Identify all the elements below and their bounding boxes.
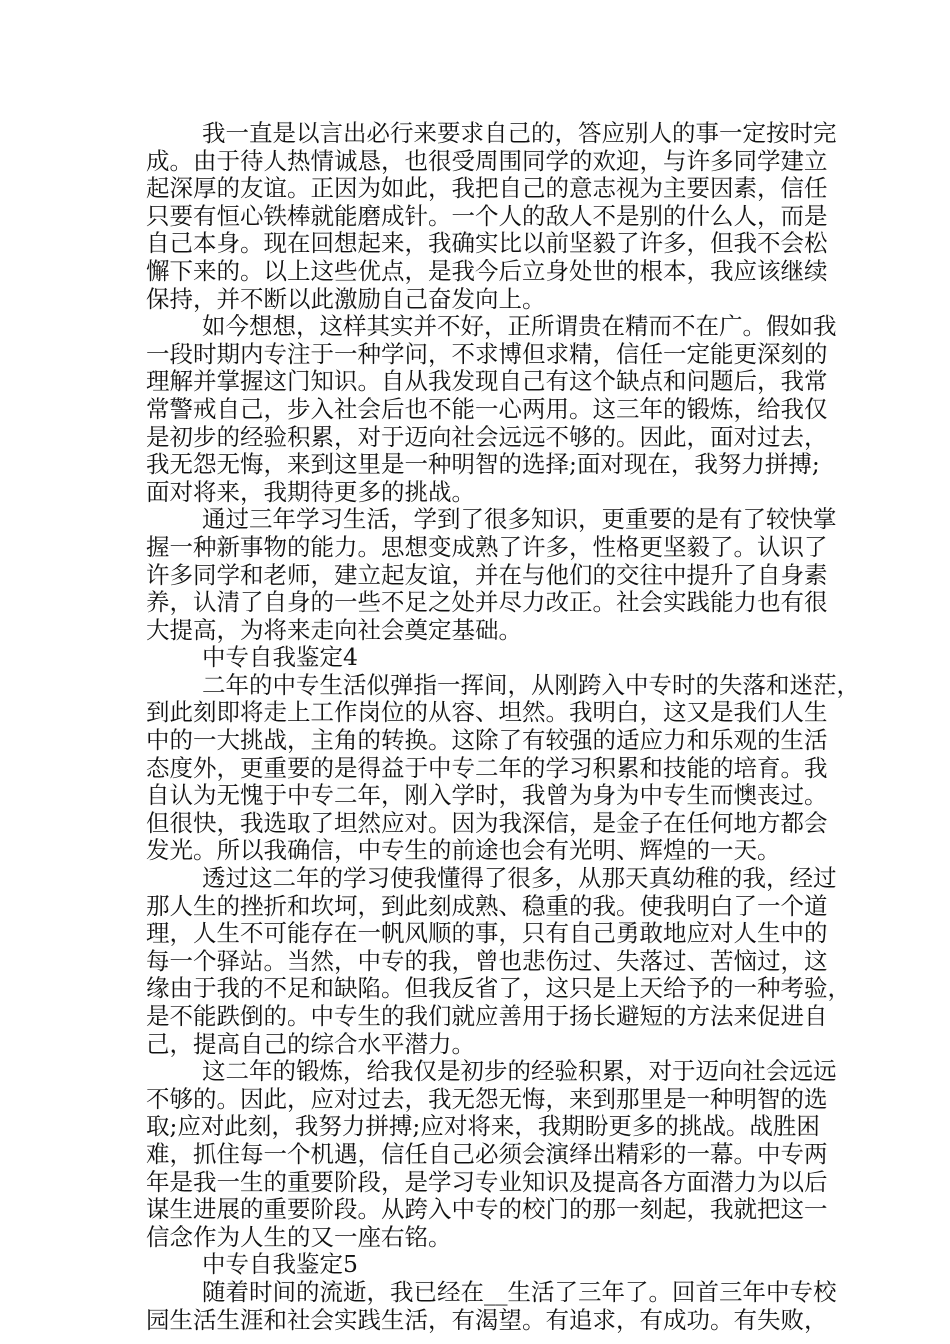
text-line: 中专自我鉴定4	[202, 643, 358, 672]
text-line: 保持，并不断以此激励自己奋发向上。	[146, 284, 546, 313]
text-line: 透过这二年的学习使我懂得了很多，从那天真幼稚的我，经过	[202, 864, 837, 893]
text-line: 起深厚的友谊。正因为如此，我把自己的意志视为主要因素，信任	[146, 174, 828, 203]
text-line: 随着时间的流逝，我已经在__生活了三年了。回首三年中专校	[202, 1277, 837, 1306]
text-line: 如今想想，这样其实并不好，正所谓贵在精而不在广。假如我	[202, 312, 837, 341]
text-line: 这二年的锻炼，给我仅是初步的经验积累，对于迈向社会远远	[202, 1057, 837, 1086]
text-line: 我一直是以言出必行来要求自己的，答应别人的事一定按时完	[202, 119, 837, 147]
text-line: 一段时期内专注于一种学问，不求博但求精，信任一定能更深刻的	[146, 339, 828, 368]
text-line: 我无怨无悔，来到这里是一种明智的选择;面对现在，我努力拼搏;	[146, 450, 820, 479]
text-line: 但很快，我选取了坦然应对。因为我深信，是金子在任何地方都会	[146, 808, 828, 837]
text-line: 中专自我鉴定5	[202, 1250, 358, 1279]
text-line: 态度外，更重要的是得益于中专二年的学习积累和技能的培育。我	[146, 753, 828, 782]
text-line: 中的一大挑战，主角的转换。这除了有较强的适应力和乐观的生活	[146, 726, 828, 755]
text-line: 己，提高自己的综合水平潜力。	[146, 1029, 475, 1058]
text-line: 握一种新事物的能力。思想变成熟了许多，性格更坚毅了。认识了	[146, 532, 828, 561]
text-line: 年是我一生的重要阶段，是学习专业知识及提高各方面潜力为以后	[146, 1167, 828, 1196]
text-line: 发光。所以我确信，中专生的前途也会有光明、辉煌的一天。	[146, 836, 781, 865]
text-line: 是初步的经验积累，对于迈向社会远远不够的。因此，面对过去，	[146, 422, 828, 451]
text-line: 理解并掌握这门知识。自从我发现自己有这个缺点和问题后，我常	[146, 367, 828, 396]
text-line: 到此刻即将走上工作岗位的从容、坦然。我明白，这又是我们人生	[146, 698, 828, 727]
document-body	[146, 119, 860, 1334]
text-line: 大提高，为将来走向社会奠定基础。	[146, 615, 522, 644]
text-line: 面对将来，我期待更多的挑战。	[146, 477, 475, 506]
text-line: 只要有恒心铁棒就能磨成针。一个人的敌人不是别的什么人，而是	[146, 201, 828, 230]
text-line: 谋生进展的重要阶段。从跨入中专的校门的那一刻起，我就把这一	[146, 1195, 828, 1224]
text-line: 那人生的挫折和坎坷，到此刻成熟、稳重的我。使我明白了一个道	[146, 891, 828, 920]
text-line: 常警戒自己，步入社会后也不能一心两用。这三年的锻炼，给我仅	[146, 394, 828, 423]
text-line: 养，认清了自身的一些不足之处并尽力改正。社会实践能力也有很	[146, 588, 828, 617]
text-line: 难，抓住每一个机遇，信任自己必须会演绎出精彩的一幕。中专两	[146, 1139, 828, 1168]
text-line: 通过三年学习生活，学到了很多知识，更重要的是有了较快掌	[202, 505, 837, 534]
text-line: 缘由于我的不足和缺陷。但我反省了，这只是上天给予的一种考验，	[146, 974, 851, 1003]
text-line: 每一个驿站。当然，中专的我，曾也悲伤过、失落过、苦恼过，这	[146, 946, 828, 975]
text-line: 取;应对此刻，我努力拼搏;应对将来，我期盼更多的挑战。战胜困	[146, 1112, 820, 1141]
text-line: 不够的。因此，应对过去，我无怨无悔，来到那里是一种明智的选	[146, 1084, 828, 1113]
text-line: 自己本身。现在回想起来，我确实比以前坚毅了许多，但我不会松	[146, 229, 828, 258]
text-line: 二年的中专生活似弹指一挥间，从刚跨入中专时的失落和迷茫，	[202, 670, 860, 699]
text-line: 懈下来的。以上这些优点，是我今后立身处世的根本，我应该继续	[146, 256, 828, 285]
text-line: 是不能跌倒的。中专生的我们就应善用于扬长避短的方法来促进自	[146, 1002, 828, 1030]
text-line: 信念作为人生的又一座右铭。	[146, 1222, 452, 1251]
text-line: 成。由于待人热情诚恳，也很受周围同学的欢迎，与许多同学建立	[146, 146, 828, 175]
text-line: 许多同学和老师，建立起友谊，并在与他们的交往中提升了自身素	[146, 560, 828, 589]
text-line: 园生活生涯和社会实践生活，有渴望。有追求，有成功。有失败，	[146, 1305, 828, 1334]
text-line: 自认为无愧于中专二年，刚入学时，我曾为身为中专生而懊丧过。	[146, 781, 828, 810]
text-line: 理，人生不可能存在一帆风顺的事，只有自己勇敢地应对人生中的	[146, 919, 828, 948]
